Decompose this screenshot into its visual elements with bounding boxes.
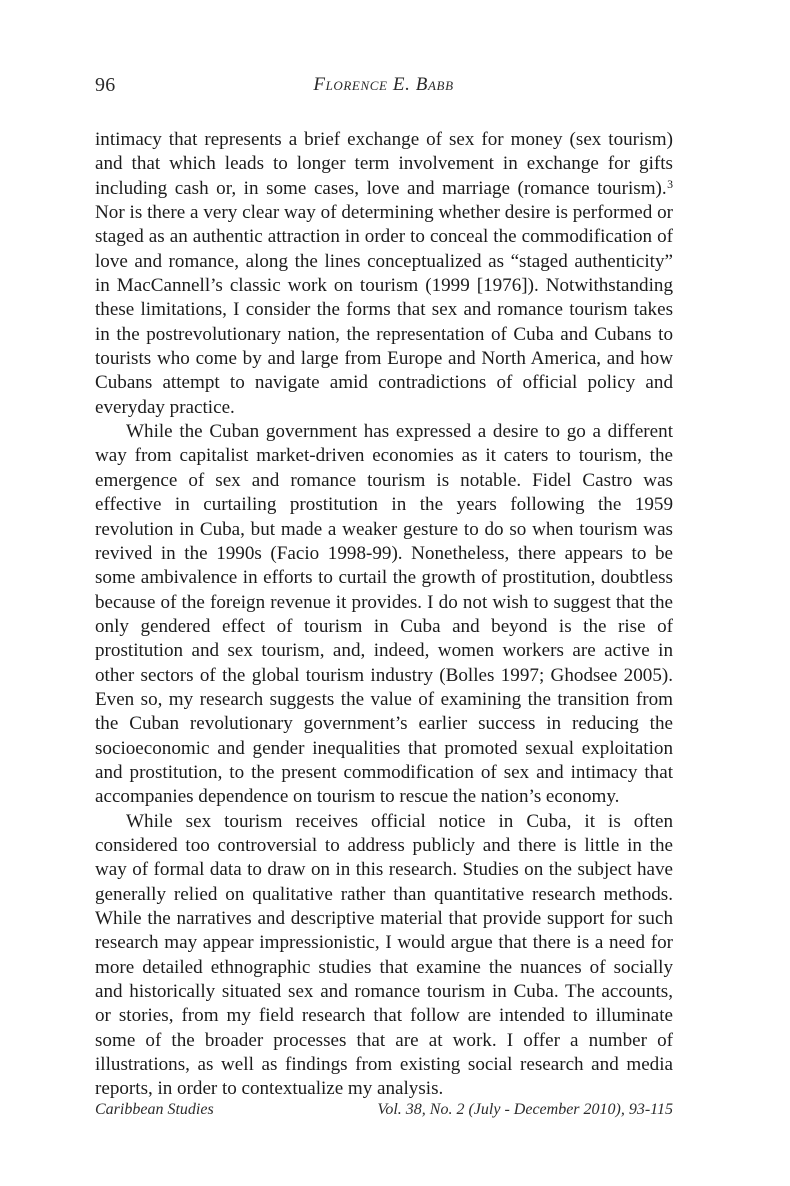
footer-citation: Vol. 38, No. 2 (July - December 2010), 93-115 xyxy=(377,1101,673,1118)
footnote-reference-3[interactable]: 3 xyxy=(667,176,673,191)
page-number: 96 xyxy=(95,74,116,96)
paragraph-text-before-footnote: intimacy that represents a brief exchange of sex for money (sex tourism) and that which leads to longer term involvement in exchange for gifts including cash or, in some cases, love and marriage (romance tourism). xyxy=(95,129,673,199)
paragraph-sex-tourism-notice: While sex tourism receives official notice in Cuba, it is often considered too controversial to address publicly and there is little in the way of formal data to draw on in this research. Studies on the subject have generally relied on qualitative rather than quantitative research methods. While the narratives and descriptive material that provide support for such research may appear impressionistic, I would argue that there is a need for more detailed ethnographic studies that examine the nuances of socially and historically situated sex and romance tourism in Cuba. The accounts, or stories, from my field research that follow are intended to illuminate some of the broader processes that are at work. I offer a number of illustrations, as well as findings from existing social research and media reports, in order to contextualize my analysis. xyxy=(95,810,673,1100)
running-title-author: Florence E. Babb xyxy=(313,74,454,95)
page-footer xyxy=(95,1098,673,1122)
body-text-column xyxy=(95,128,673,1102)
paragraph-cuban-government: While the Cuban government has expressed a desire to go a different way from capitalist market-driven economies as it caters to tourism, the emergence of sex and romance tourism is notable. Fidel Castro was effective in curtailing prostitution in the years following the 1959 revolution in Cuba, but made a weaker gesture to do so when tourism was revived in the 1990s (Facio 1998-99). Nonetheless, there appears to be some ambivalence in efforts to curtail the growth of prostitution, doubtless because of the foreign revenue it provides. I do not wish to suggest that the only gendered effect of tourism in Cuba and beyond is the rise of prostitution and sex tourism, and, indeed, women workers are active in other sectors of the global tourism industry (Bolles 1997; Ghodsee 2005). Even so, my research suggests the value of examining the transition from the Cuban revolutionary government’s earlier success in reducing the socioeconomic and gender inequalities that promoted sexual exploitation and prostitution, to the present commodification of sex and intimacy that accompanies dependence on tourism to rescue the nation’s economy. xyxy=(95,421,673,808)
paragraph-text-after-footnote: Nor is there a very clear way of determining whether desire is performed or staged as an authentic attraction in order to conceal the commodification of love and romance, along the lines conceptualized as “staged authenticity” in MacCannell’s classic work on tourism (1999 [1976]). Notwithstanding these limitations, I consider the forms that sex and romance tourism takes in the postrevolutionary nation, the representation of Cuba and Cubans to tourists who come by and large from Europe and North America, and how Cubans attempt to navigate amid contradictions of official policy and everyday practice. xyxy=(95,202,673,418)
footer-journal-name: Caribbean Studies xyxy=(95,1101,214,1118)
paragraph-continued xyxy=(95,128,673,420)
running-head xyxy=(95,72,672,98)
